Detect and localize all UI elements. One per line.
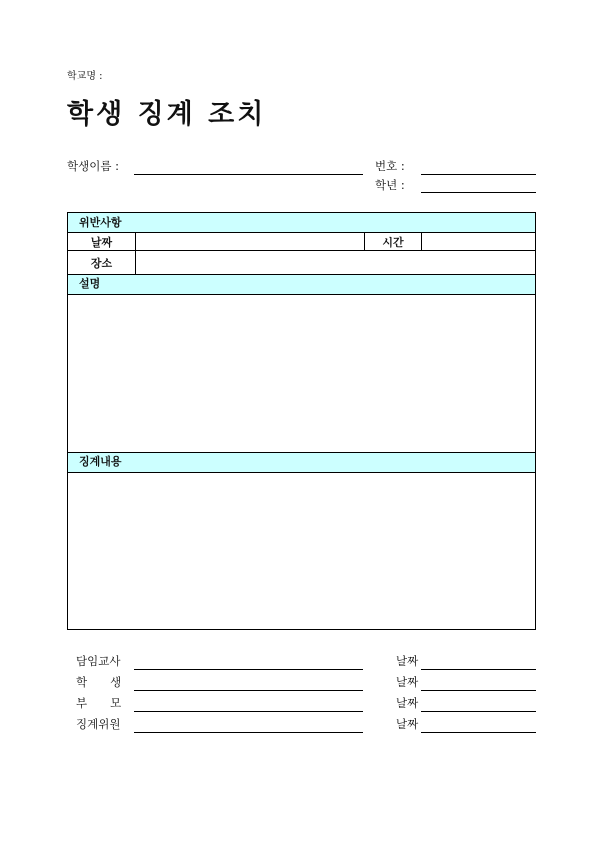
homeroom-teacher-label: 담임교사 [76, 654, 121, 668]
parent-date-label: 날짜 [396, 696, 419, 710]
student-name-label: 학생이름 : [67, 159, 119, 173]
committee-member-label: 징계위원 [76, 717, 121, 731]
homeroom-teacher-signature-field[interactable] [134, 669, 363, 670]
student-signature-label: 학 생 [76, 675, 122, 689]
description-area[interactable] [68, 295, 535, 453]
grade-label: 학년 : [375, 178, 405, 192]
discipline-section-header: 징계내용 [68, 453, 535, 473]
violation-section-header: 위반사항 [68, 213, 535, 233]
parent-signature-label: 부 모 [76, 696, 122, 710]
description-section-header: 설명 [68, 275, 535, 295]
date-time-row [68, 233, 535, 251]
student-date-field[interactable] [421, 690, 536, 691]
time-field[interactable] [421, 233, 535, 250]
student-number-label: 번호 : [375, 159, 405, 173]
place-field[interactable] [135, 251, 535, 274]
date-label: 날짜 [90, 235, 113, 249]
committee-member-signature-field[interactable] [134, 732, 363, 733]
student-signature-field[interactable] [134, 690, 363, 691]
discipline-form [67, 212, 536, 630]
parent-signature-field[interactable] [134, 711, 363, 712]
page-title: 학생 징계 조치 [67, 99, 267, 130]
student-name-field[interactable] [134, 174, 363, 175]
homeroom-teacher-date-label: 날짜 [396, 654, 419, 668]
committee-member-date-field[interactable] [421, 732, 536, 733]
school-name-label: 학교명 : [67, 71, 103, 82]
date-field[interactable] [135, 233, 364, 250]
student-number-field[interactable] [421, 174, 536, 175]
grade-field[interactable] [421, 192, 536, 193]
time-label: 시간 [364, 233, 421, 250]
homeroom-teacher-date-field[interactable] [421, 669, 536, 670]
parent-date-field[interactable] [421, 711, 536, 712]
place-label: 장소 [90, 256, 113, 270]
discipline-area[interactable] [68, 473, 535, 629]
student-date-label: 날짜 [396, 675, 419, 689]
committee-member-date-label: 날짜 [396, 717, 419, 731]
place-row [68, 251, 535, 275]
